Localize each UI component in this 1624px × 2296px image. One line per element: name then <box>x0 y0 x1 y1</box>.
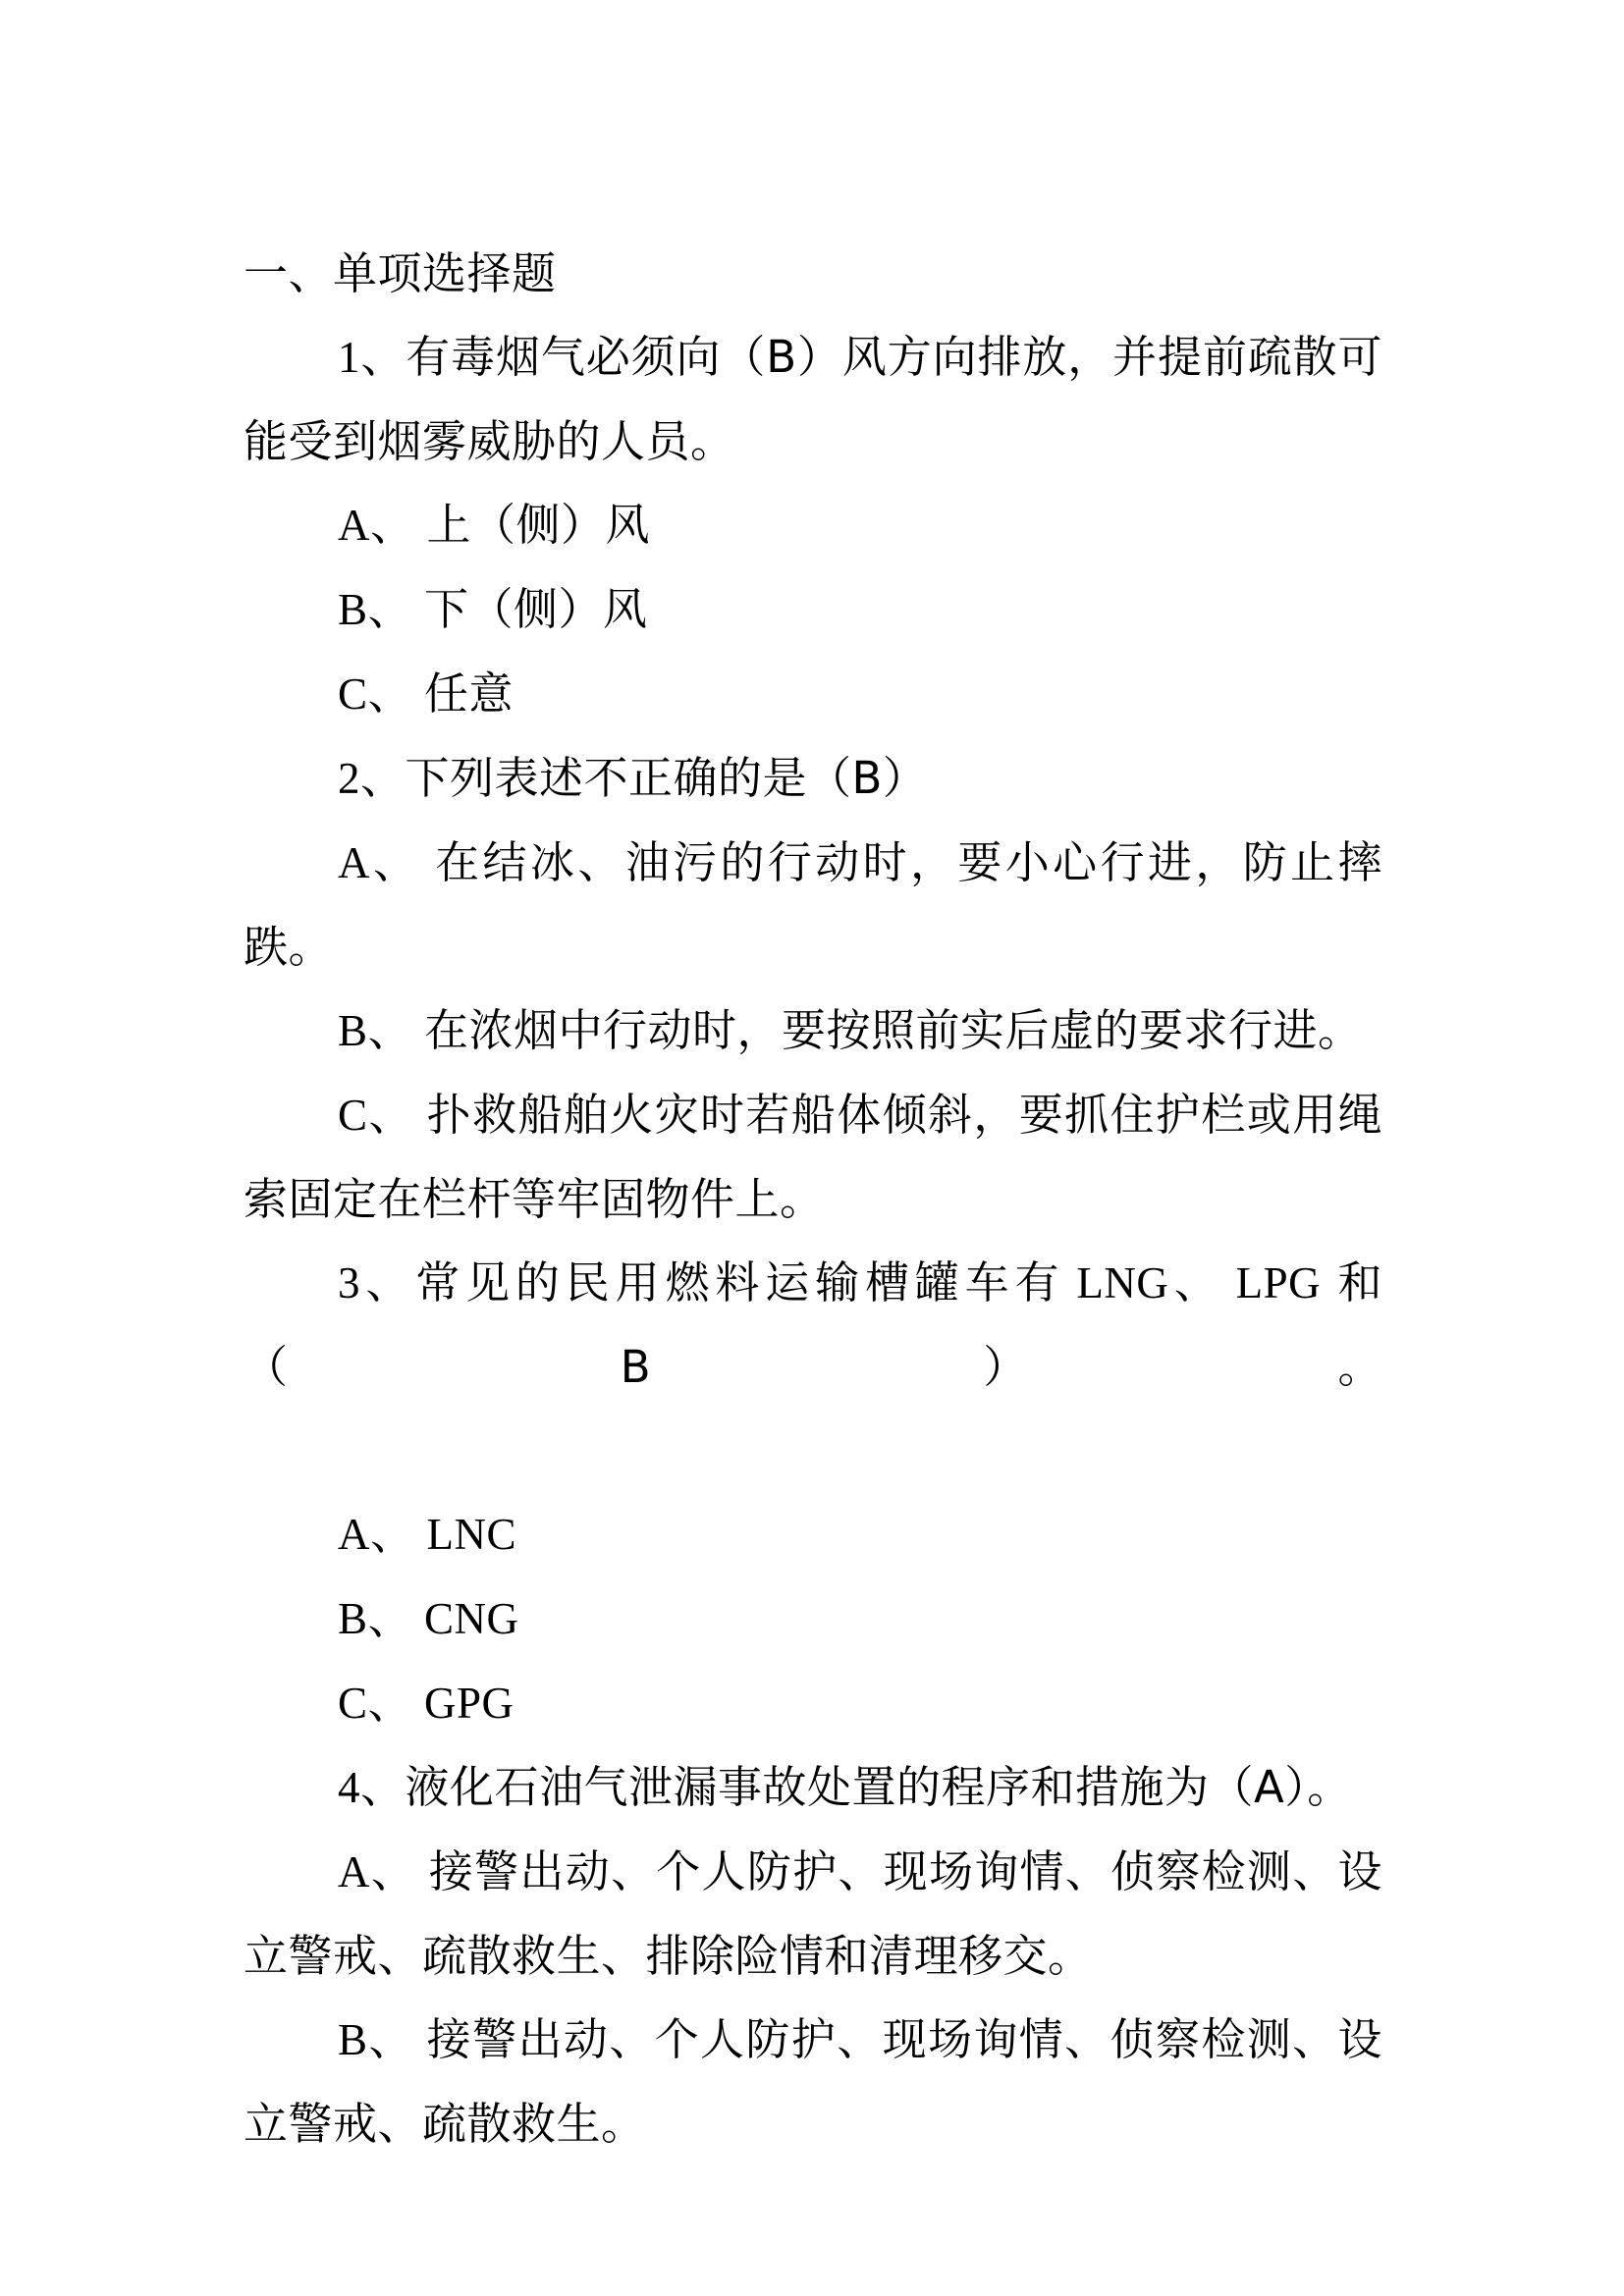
question-2-option-b <box>244 988 1382 1073</box>
question-4-option-a <box>244 1830 1382 1998</box>
question-1-option-b <box>244 567 1382 652</box>
option-label: C、 <box>338 1091 414 1140</box>
option-label: A、 <box>338 838 421 887</box>
option-text: 下（侧）风 <box>424 583 648 635</box>
question-3-option-c <box>244 1661 1382 1745</box>
section-heading: 一、单项选择题 <box>244 247 557 299</box>
option-label: C、 <box>338 669 413 719</box>
option-text: 接警出动、个人防护、现场询情、侦察检测、设立警戒、疏散救生。 <box>244 2013 1382 2150</box>
option-text: 在结冰、油污的行动时，要小心行进，防止摔跌。 <box>244 836 1382 973</box>
option-text: 任意 <box>424 667 514 720</box>
question-4-option-b <box>244 1998 1382 2165</box>
option-label: B、 <box>338 585 413 634</box>
option-label: A、 <box>338 501 415 550</box>
option-text: LNC <box>426 1510 516 1559</box>
question-3-latin-lpg: LPG <box>1235 1258 1322 1308</box>
option-label: B、 <box>338 1594 413 1643</box>
option-label: C、 <box>338 1679 413 1728</box>
question-1-text: 有毒烟气必须向（B）风方向排放，并提前疏散可能受到烟雾威胁的人员。 <box>244 331 1382 467</box>
question-2-option-c <box>244 1073 1382 1241</box>
question-1-option-a <box>244 483 1382 567</box>
option-label: B、 <box>338 1006 413 1055</box>
question-3-text-part2: 和 <box>1332 1256 1382 1308</box>
question-4-text: 液化石油气泄漏事故处置的程序和措施为（A）。 <box>405 1761 1352 1813</box>
question-2-text: 下列表述不正确的是（B） <box>405 752 928 804</box>
question-1-option-c <box>244 652 1382 736</box>
question-3-stem <box>244 1241 1382 1492</box>
option-label: A、 <box>338 1510 415 1559</box>
document-body <box>244 232 1382 2165</box>
question-3-text-part1: 常见的民用燃料运输槽罐车有 <box>415 1256 1065 1308</box>
option-label: B、 <box>338 2015 414 2064</box>
question-3-number: 3、 <box>338 1258 416 1308</box>
question-2-option-a <box>244 821 1382 988</box>
option-text: 上（侧）风 <box>426 499 651 551</box>
question-2-stem <box>244 736 1382 821</box>
option-label: A、 <box>338 1847 417 1896</box>
option-text: 接警出动、个人防护、现场询情、侦察检测、设立警戒、疏散救生、排除险情和清理移交。 <box>244 1845 1382 1982</box>
option-text: GPG <box>424 1679 514 1728</box>
option-text: 扑救船舶火灾时若船体倾斜，要抓住护栏或用绳索固定在栏杆等牢固物件上。 <box>244 1089 1382 1225</box>
question-3-text-part3: （B）。 <box>244 1341 1382 1393</box>
question-3-option-b <box>244 1576 1382 1661</box>
question-4-stem <box>244 1745 1382 1830</box>
question-3-latin-lng: LNG <box>1076 1258 1169 1308</box>
question-3-separator: 、 <box>1168 1256 1224 1308</box>
question-3-option-a <box>244 1492 1382 1576</box>
question-1-number: 1、 <box>338 333 406 382</box>
question-4-number: 4、 <box>338 1763 406 1812</box>
option-text: 在浓烟中行动时，要按照前实后虚的要求行进。 <box>424 1004 1363 1056</box>
question-2-number: 2、 <box>338 754 406 803</box>
option-text: CNG <box>424 1594 519 1643</box>
question-1-stem <box>244 315 1382 483</box>
